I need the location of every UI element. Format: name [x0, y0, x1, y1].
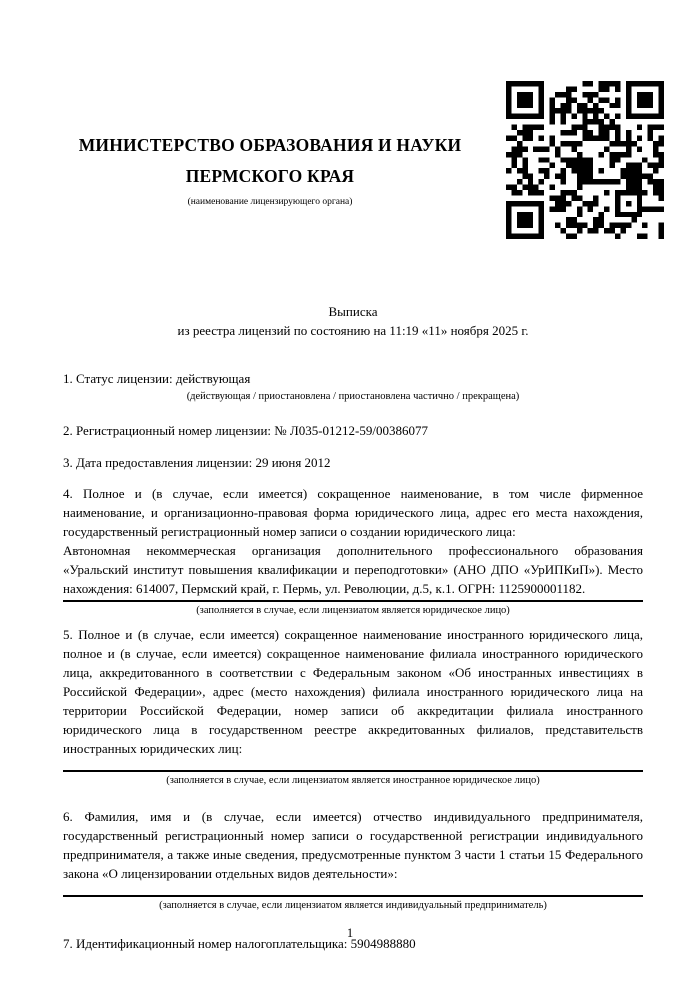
legal-entity-value: Автономная некоммерческая организация дополнительного профессионального образования «Уральский институт повышения квалификации и переподготовки» (АНО ДПО «УрИПКиП»). Место нахождения: 614007, Пермский край, г. Пермь, ул. Революции, д.5, к.1. ОГРН: 1125900001182. — [63, 543, 643, 596]
ministry-name-line2: ПЕРМСКОГО КРАЯ — [185, 166, 355, 186]
legal-entity-label: 4. Полное и (в случае, если имеется) сокращенное наименование, в том числе фирменное наименование, и организационно-правовая форма юридического лица, адрес его места нахождения, государственный регистрационный номер записи о создании юридического лица: — [63, 486, 643, 539]
section-legal-entity — [63, 484, 643, 617]
license-status-options-caption: (действующая / приостановлена / приостановлена частично / прекращена) — [186, 391, 520, 402]
legal-entity-fill-caption: (заполняется в случае, если лицензиатом является юридическое лицо) — [196, 605, 510, 616]
taxpayer-id-text: 7. Идентификационный номер налогоплательщика: 5904988880 — [63, 936, 416, 951]
section-license-status — [63, 369, 643, 403]
document-title-line2: из реестра лицензий по состоянию на 11:19 «11» ноября 2025 г. — [177, 323, 529, 338]
license-date-text: 3. Дата предоставления лицензии: 29 июня 2012 — [63, 455, 331, 470]
document-body — [63, 302, 643, 953]
section-foreign-entity — [63, 625, 643, 787]
fill-line — [63, 770, 643, 772]
page-number: 1 — [346, 926, 354, 940]
fill-line — [63, 600, 643, 602]
individual-entrepreneur-label: 6. Фамилия, имя и (в случае, если имеется) отчество индивидуального предпринимателя, государственный регистрационный номер записи о государственной регистрации индивидуального предпринимателя, а также иные сведения, предусмотренные пунктом 3 части 1 статьи 15 Федерального закона «О лицензировании отдельных видов деятельности»: — [63, 809, 643, 881]
section-license-date — [63, 453, 643, 472]
fill-line — [63, 895, 643, 897]
foreign-entity-fill-caption: (заполняется в случае, если лицензиатом является иностранное юридическое лицо) — [166, 775, 540, 786]
letterhead-caption: (наименование лицензирующего органа) — [187, 197, 353, 207]
document-title — [63, 302, 643, 340]
registration-number-text: 2. Регистрационный номер лицензии: № Л035-01212-59/00386077 — [63, 423, 429, 438]
foreign-entity-label: 5. Полное и (в случае, если имеется) сокращенное наименование иностранного юридического лица, полное и (в случае, если имеется) сокращенное наименование филиала иностранного юридического лица, аккредитованного в соответствии с Федеральным законом «Об иностранных инвестициях в Российской Федерации», адрес (место нахождения) филиала иностранного юридического лица на территории Российской Федерации, номер записи об аккредитации филиала иностранного юридического лица в государственном реестре аккредитованных филиалов, представительств иностранных юридических лиц: — [63, 627, 643, 756]
section-registration-number — [63, 421, 643, 440]
qr-code-icon — [506, 80, 664, 240]
licensing-authority-letterhead — [40, 130, 500, 208]
individual-entrepreneur-fill-caption: (заполняется в случае, если лицензиатом является индивидуальный предприниматель) — [159, 900, 547, 911]
section-individual-entrepreneur — [63, 807, 643, 912]
document-title-line1: Выписка — [328, 304, 378, 319]
license-status-text: 1. Статус лицензии: действующая — [63, 371, 251, 386]
ministry-name-line1: МИНИСТЕРСТВО ОБРАЗОВАНИЯ И НАУКИ — [78, 135, 462, 155]
